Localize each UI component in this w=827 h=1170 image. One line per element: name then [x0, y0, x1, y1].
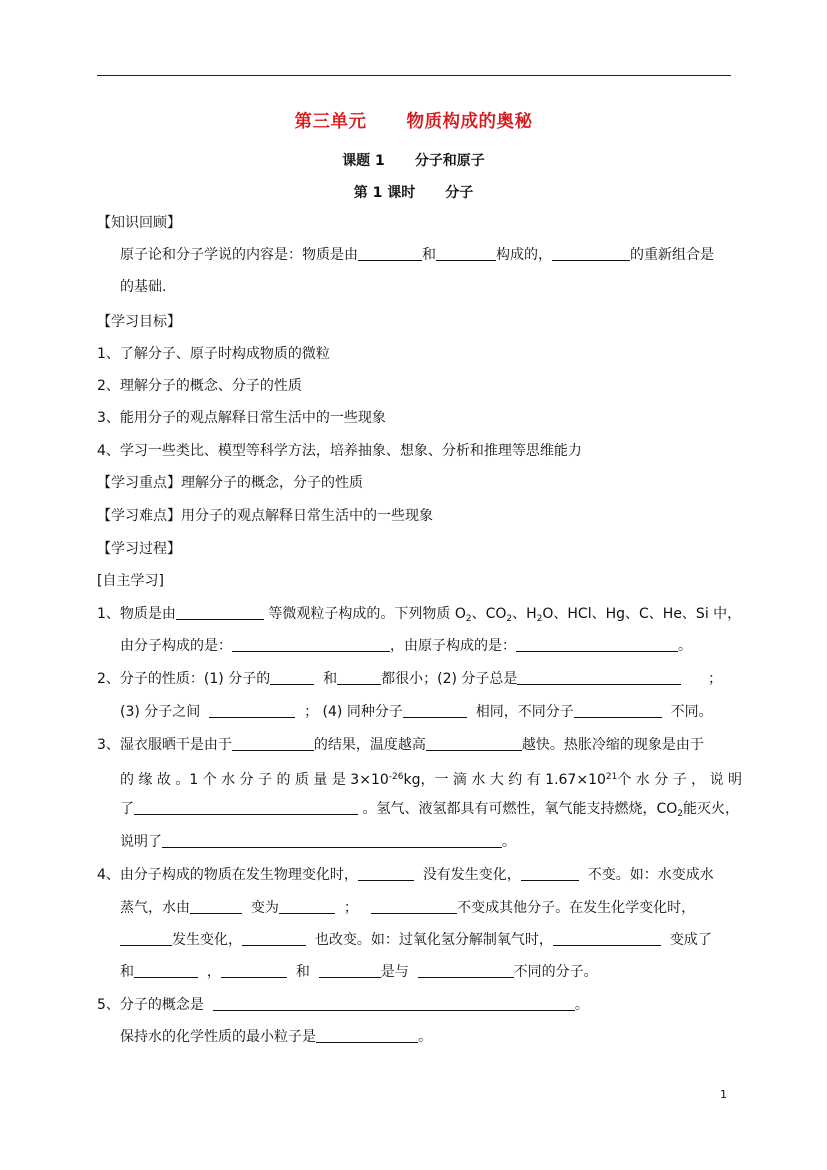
- blank[interactable]: [316, 1028, 418, 1043]
- q4-line-3: 发生变化， 也改变。如：过氧化氢分解制氧气时， 变成了: [120, 931, 712, 949]
- blank[interactable]: [213, 996, 575, 1011]
- blank[interactable]: [426, 736, 522, 751]
- blank[interactable]: [517, 670, 681, 685]
- blank[interactable]: [176, 605, 264, 620]
- goal-item: 2、理解分子的概念、分子的性质: [97, 378, 302, 394]
- blank[interactable]: [221, 963, 287, 978]
- blank[interactable]: [134, 963, 198, 978]
- top-rule: [97, 75, 731, 76]
- q4-line-4: 和 ， 和 是与 不同的分子。: [120, 964, 598, 980]
- blank[interactable]: [358, 866, 414, 881]
- blank[interactable]: [232, 736, 314, 751]
- blank[interactable]: [120, 931, 172, 946]
- review-line-1: 原子论和分子学说的内容是：物质是由 和 构成的， 的重新组合是: [120, 247, 714, 263]
- goals-heading: 【学习目标】: [97, 314, 181, 330]
- process-heading: 【学习过程】: [97, 541, 181, 557]
- page-number: 1: [720, 1088, 727, 1101]
- blank[interactable]: [232, 637, 390, 652]
- q3-line-2: 的 缘 故 。1 个 水 分 子 的 质 量 是 $3\times 10^{-26}kg$，一 滴 水 大 约 有 $1.67\times 10^{21}$个 水 分 子 ， 说 明: [120, 772, 743, 788]
- blank[interactable]: [319, 963, 381, 978]
- q2-line-2: (3) 分子之间 ； (4) 同种分子 相同，不同分子 不同。: [120, 704, 713, 720]
- blank[interactable]: [516, 637, 678, 652]
- blank[interactable]: [190, 899, 242, 914]
- blank[interactable]: [279, 899, 335, 914]
- goal-item: 3、能用分子的观点解释日常生活中的一些现象: [97, 410, 386, 426]
- q5-line-2: 保持水的化学性质的最小粒子是 。: [120, 1029, 432, 1045]
- blank[interactable]: [371, 899, 457, 914]
- q3-line-3: 了 。氢气、液氢都具有可燃性，氧气能支持燃烧，$CO_2$能灭火，: [120, 801, 739, 819]
- difficulty: 【学习难点】用分子的观点解释日常生活中的一些现象: [97, 508, 433, 524]
- q4-line-1: 4、由分子构成的物质在发生物理变化时， 没有发生变化， 不变。如：水变成水: [97, 867, 714, 883]
- q4-line-2: 蒸气，水由 变为 ； 不变成其他分子。在发生化学变化时，: [120, 900, 696, 916]
- blank[interactable]: [162, 833, 502, 848]
- blank[interactable]: [521, 866, 579, 881]
- blank[interactable]: [337, 670, 381, 685]
- review-line-2: 的基础.: [120, 279, 167, 295]
- blank[interactable]: [403, 703, 467, 718]
- blank[interactable]: [574, 703, 662, 718]
- review-heading: 【知识回顾】: [97, 215, 181, 231]
- q1-line-2: 由分子构成的是： ，由原子构成的是： 。: [120, 638, 692, 654]
- blank[interactable]: [358, 246, 422, 261]
- blank[interactable]: [553, 931, 661, 946]
- goal-item: 1、了解分子、原子时构成物质的微粒: [97, 346, 330, 362]
- q3-line-1: 3、湿衣服晒干是由于 的结果，温度越高 越快。热胀冷缩的现象是由于: [97, 737, 704, 753]
- key-point: 【学习重点】理解分子的概念，分子的性质: [97, 475, 363, 491]
- blank[interactable]: [436, 246, 496, 261]
- q3-line-4: 说明了 。: [120, 834, 516, 850]
- period-title: 第 1 课时 分子: [353, 185, 474, 201]
- lesson-title: 课题 1 分子和原子: [342, 153, 485, 169]
- q1-line-1: 1、物质是由 等微观粒子构成的。下列物质 $O_2$、$CO_2$、$H_2O$、HCl、Hg、C、He、Si 中，: [97, 606, 742, 624]
- self-study-heading: [自主学习]: [97, 573, 164, 589]
- blank[interactable]: [270, 670, 314, 685]
- q2-line-1: 2、分子的性质：(1) 分子的 和 都很小；(2) 分子总是 ；: [97, 671, 723, 687]
- blank[interactable]: [134, 800, 358, 815]
- unit-title: 第三单元 物质构成的奥秘: [294, 112, 533, 132]
- q5-line-1: 5、分子的概念是 。: [97, 997, 589, 1013]
- goal-item: 4、学习一些类比、模型等科学方法，培养抽象、想象、分析和推理等思维能力: [97, 443, 582, 459]
- blank[interactable]: [242, 931, 306, 946]
- blank[interactable]: [209, 703, 295, 718]
- blank[interactable]: [418, 963, 514, 978]
- blank[interactable]: [552, 246, 630, 261]
